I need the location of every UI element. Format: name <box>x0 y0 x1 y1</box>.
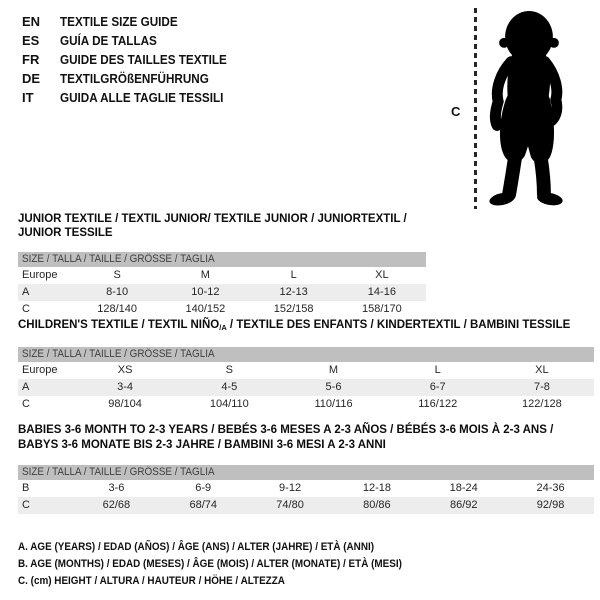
title-text: BABYS 3-6 MONATE BIS 2-3 JAHRE / BAMBINI 3-6 MESI A 2-3 ANNI <box>18 439 386 451</box>
table-title <box>18 212 426 240</box>
language-title: GUIDA ALLE TAGLIE TESSILI <box>60 90 224 105</box>
language-row-es <box>22 31 245 50</box>
cell-value: S <box>113 269 121 281</box>
cell-value: XL <box>375 269 389 281</box>
table-row-c <box>18 396 594 413</box>
cell-value: 24-36 <box>536 482 565 494</box>
size-table-babies <box>18 423 594 514</box>
table-row-a <box>18 379 594 396</box>
cell-value: 6-9 <box>195 482 212 494</box>
size-header-band <box>18 347 594 362</box>
cell-value: S <box>225 364 233 376</box>
row-label: C <box>22 499 30 511</box>
language-code: DE <box>22 71 41 86</box>
cell-value: 5-6 <box>325 381 342 393</box>
language-title: TEXTILGRÖßENFÜHRUNG <box>60 71 209 86</box>
cell-value: M <box>328 364 339 376</box>
footnote-line-a <box>18 539 445 556</box>
row-label: C <box>22 303 30 315</box>
footnote-text: B. AGE (MONTHS) / EDAD (MESES) / ÂGE (MOIS) / ALTER (MONATE) / ETÀ (MESI) <box>18 558 402 570</box>
footnote-line-c <box>18 573 445 590</box>
size-table-junior <box>18 212 426 318</box>
row-label: A <box>22 286 30 298</box>
cell-value: L <box>434 364 441 376</box>
row-label: A <box>22 381 30 393</box>
row-label: Europe <box>22 269 58 281</box>
table-title <box>18 423 594 453</box>
row-label: B <box>22 482 30 494</box>
language-code: FR <box>22 52 40 67</box>
cell-value: L <box>290 269 297 281</box>
cell-value: 7-8 <box>533 381 550 393</box>
cell-value: 140/152 <box>185 303 226 315</box>
cell-value: 12-13 <box>279 286 308 298</box>
footnote-text: C. (cm) HEIGHT / ALTURA / HAUTEUR / HÖHE / ALTEZZA <box>18 575 285 587</box>
cell-value: 98/104 <box>108 398 142 410</box>
cell-value: 10-12 <box>191 286 220 298</box>
cell-value: 6-7 <box>429 381 446 393</box>
size-header-label: SIZE / TALLA / TAILLE / GRÖSSE / TAGLIA <box>22 348 215 360</box>
cell-value: 3-6 <box>108 482 125 494</box>
title-text: JUNIOR TEXTILE / TEXTIL JUNIOR/ TEXTILE JUNIOR / JUNIORTEXTIL / JUNIOR TESSILE <box>18 213 407 239</box>
cell-value: 62/68 <box>102 499 131 511</box>
cell-value: 104/110 <box>209 398 249 410</box>
cell-value: XL <box>535 364 549 376</box>
table-row-c <box>18 301 426 318</box>
cell-value: 80/86 <box>363 499 391 511</box>
cell-value: 92/98 <box>536 499 565 511</box>
footnotes <box>18 539 445 590</box>
language-row-en <box>22 12 245 31</box>
table-row-a <box>18 284 426 301</box>
table-row-europe <box>18 362 594 379</box>
language-title: TEXTILE SIZE GUIDE <box>60 14 178 29</box>
title-text: / TEXTILE DES ENFANTS / KINDERTEXTIL / BAMBINI TESSILE <box>226 319 571 331</box>
cell-value: 128/140 <box>97 303 137 315</box>
cell-value: 8-10 <box>106 286 129 298</box>
cell-value: M <box>200 269 210 281</box>
cell-value: 3-4 <box>117 381 134 393</box>
row-label: Europe <box>22 364 58 376</box>
row-label: C <box>22 398 30 410</box>
language-code: ES <box>22 33 40 48</box>
cell-value: 122/128 <box>522 398 562 410</box>
cell-value: XS <box>117 364 133 376</box>
cell-value: 12-18 <box>362 482 391 494</box>
size-header-label: SIZE / TALLA / TAILLE / GRÖSSE / TAGLIA <box>22 253 215 265</box>
footnote-line-b <box>18 556 445 573</box>
language-row-fr <box>22 50 245 69</box>
title-subscript: /A <box>219 323 227 332</box>
language-code: EN <box>22 14 41 29</box>
cell-value: 18-24 <box>449 482 478 494</box>
table-title <box>18 318 594 335</box>
cell-value: 4-5 <box>221 381 238 393</box>
table-row-europe <box>18 267 426 284</box>
toddler-silhouette-icon <box>482 9 574 208</box>
language-list <box>22 12 245 107</box>
language-row-de <box>22 69 245 88</box>
table-row-c <box>18 497 594 514</box>
language-row-it <box>22 88 245 107</box>
cell-value: 14-16 <box>367 286 396 298</box>
cell-value: 9-12 <box>279 482 302 494</box>
cell-value: 74/80 <box>276 499 304 511</box>
cell-value: 152/158 <box>273 303 314 315</box>
title-text: CHILDREN'S TEXTILE / TEXTIL NIÑO <box>18 319 220 331</box>
title-text: BABIES 3-6 MONTH TO 2-3 YEARS / BEBÉS 3-6 MESES A 2-3 AÑOS / BÉBÉS 3-6 MOIS À 2-3 ANS / <box>18 424 554 436</box>
cell-value: 68/74 <box>189 499 217 511</box>
height-measure-dashed-line <box>474 8 477 209</box>
language-title: GUIDE DES TAILLES TEXTILE <box>60 52 227 67</box>
cell-value: 110/116 <box>314 398 353 410</box>
language-title: GUÍA DE TALLAS <box>60 33 157 48</box>
size-header-label: SIZE / TALLA / TAILLE / GRÖSSE / TAGLIA <box>22 466 215 478</box>
table-row-b <box>18 480 594 497</box>
language-code: IT <box>22 90 34 105</box>
footnote-text: A. AGE (YEARS) / EDAD (AÑOS) / ÂGE (ANS) / ALTER (JAHRE) / ETÀ (ANNI) <box>18 541 375 553</box>
cell-value: 116/122 <box>418 398 458 410</box>
size-table-children <box>18 318 594 413</box>
size-header-band <box>18 465 594 480</box>
cell-value: 158/170 <box>361 303 402 315</box>
height-marker-label: C <box>451 104 461 119</box>
size-header-band <box>18 252 426 267</box>
cell-value: 86/92 <box>449 499 478 511</box>
